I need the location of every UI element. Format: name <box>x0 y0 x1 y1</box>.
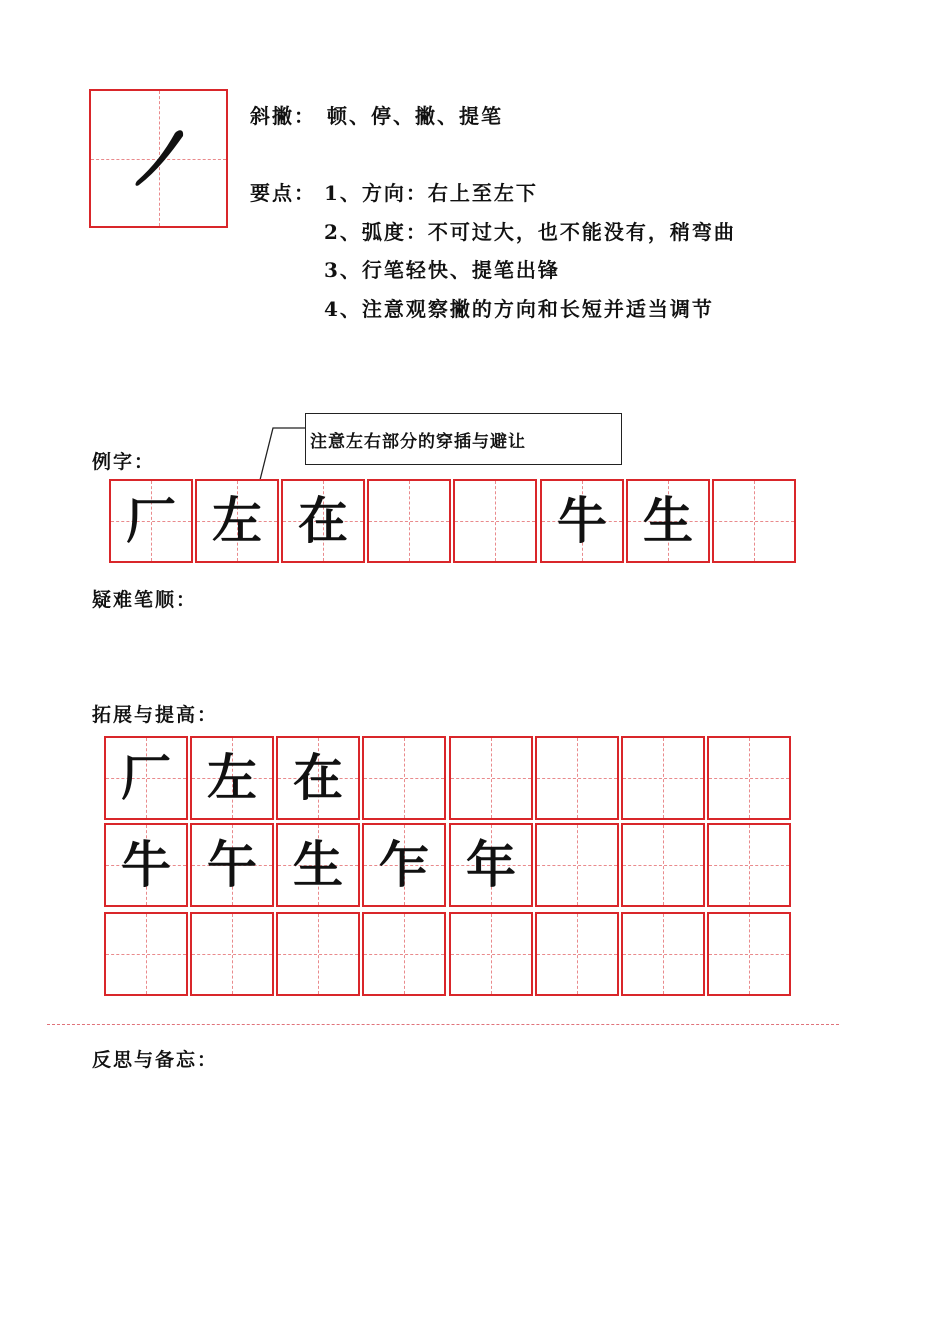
grid-character <box>537 825 617 905</box>
grid-character <box>455 481 535 561</box>
grid-character <box>709 738 789 818</box>
grid-character <box>106 914 186 994</box>
extend-grid-cell[interactable] <box>276 736 360 820</box>
grid-character: 牛 <box>557 491 607 550</box>
point-item-2: 2、弧度：不可过大，也不能没有，稍弯曲 <box>324 220 736 244</box>
example-grid-cell[interactable] <box>281 479 365 563</box>
grid-character <box>709 825 789 905</box>
extend-grid-cell[interactable] <box>535 912 619 996</box>
example-grid-cell[interactable] <box>195 479 279 563</box>
grid-character <box>714 481 794 561</box>
grid-character: 生 <box>293 835 343 894</box>
section-divider <box>47 1024 839 1025</box>
grid-character: 生 <box>643 491 693 550</box>
example-grid-cell[interactable] <box>540 479 624 563</box>
extend-grid-cell[interactable] <box>362 912 446 996</box>
extend-grid-cell[interactable] <box>707 736 791 820</box>
extend-grid-cell[interactable] <box>190 736 274 820</box>
extend-grid-cell[interactable] <box>104 912 188 996</box>
grid-character <box>623 738 703 818</box>
point-item-4: 4、注意观察撇的方向和长短并适当调节 <box>324 297 714 321</box>
hard-order-label: 疑难笔顺： <box>92 589 198 611</box>
grid-character: 乍 <box>379 835 429 894</box>
reflect-label: 反思与备忘： <box>92 1049 219 1071</box>
examples-note: 注意左右部分的穿插与避让 <box>310 431 526 452</box>
grid-character: 牛 <box>121 835 171 894</box>
extend-grid-cell[interactable] <box>362 736 446 820</box>
extend-grid-cell[interactable] <box>449 823 533 907</box>
extend-grid-cell[interactable] <box>190 912 274 996</box>
extend-grid-cell[interactable] <box>104 736 188 820</box>
extend-grid-cell[interactable] <box>535 736 619 820</box>
extend-grid-cell[interactable] <box>276 823 360 907</box>
stroke-name: 斜撇： <box>250 104 316 128</box>
extend-grid-cell[interactable] <box>535 823 619 907</box>
example-grid-cell[interactable] <box>367 479 451 563</box>
example-grid-cell[interactable] <box>109 479 193 563</box>
grid-character: 年 <box>466 835 516 894</box>
extend-grid-cell[interactable] <box>449 912 533 996</box>
example-grid-cell[interactable] <box>453 479 537 563</box>
extend-grid-cell[interactable] <box>621 823 705 907</box>
grid-character: 在 <box>298 491 348 550</box>
grid-character <box>364 738 444 818</box>
grid-character <box>369 481 449 561</box>
points-label: 要点： <box>250 181 316 205</box>
point-item-3: 3、行笔轻快、提笔出锋 <box>324 258 560 282</box>
extend-grid-cell[interactable] <box>190 823 274 907</box>
point-item-1: 1、方向：右上至左下 <box>324 181 538 205</box>
extend-grid-cell[interactable] <box>707 912 791 996</box>
extend-grid-cell[interactable] <box>621 736 705 820</box>
grid-character: 左 <box>212 491 262 550</box>
extend-label: 拓展与提高： <box>92 704 219 726</box>
grid-character <box>451 738 531 818</box>
example-grid-cell[interactable] <box>712 479 796 563</box>
extend-grid-cell[interactable] <box>362 823 446 907</box>
example-grid-cell[interactable] <box>626 479 710 563</box>
grid-character <box>623 825 703 905</box>
grid-character <box>451 914 531 994</box>
stroke-demo-grid <box>89 89 228 228</box>
examples-note-callout <box>305 413 622 465</box>
extend-grid-cell[interactable] <box>276 912 360 996</box>
grid-character: 厂 <box>126 491 176 550</box>
examples-label: 例字： <box>92 451 156 473</box>
extend-grid-cell[interactable] <box>707 823 791 907</box>
grid-character <box>623 914 703 994</box>
extend-grid-cell[interactable] <box>104 823 188 907</box>
grid-character <box>537 914 617 994</box>
extend-grid-cell[interactable] <box>621 912 705 996</box>
grid-character <box>278 914 358 994</box>
grid-character <box>709 914 789 994</box>
slant-stroke-icon <box>91 91 226 226</box>
grid-character: 午 <box>207 835 257 894</box>
stroke-steps: 顿、停、撇、提笔 <box>327 104 503 128</box>
grid-character: 在 <box>293 748 343 807</box>
grid-character: 厂 <box>121 748 171 807</box>
grid-character <box>364 914 444 994</box>
grid-character <box>192 914 272 994</box>
grid-character <box>537 738 617 818</box>
grid-character: 左 <box>207 748 257 807</box>
extend-grid-cell[interactable] <box>449 736 533 820</box>
